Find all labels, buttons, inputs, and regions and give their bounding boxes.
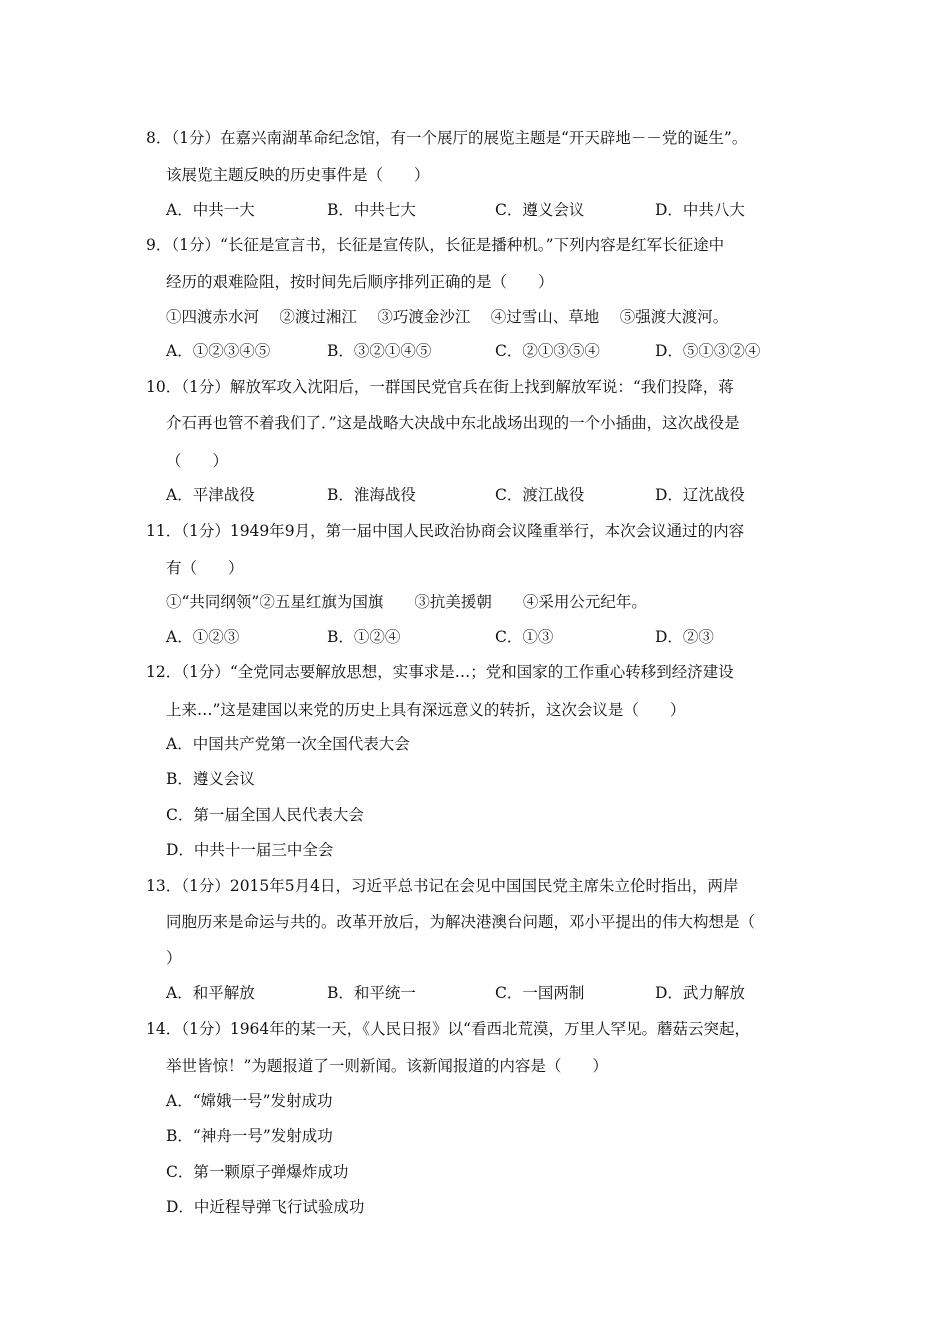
question-13-option-d: D．武力解放 bbox=[655, 984, 745, 1002]
question-11-items: ①“共同纲领”②五星红旗为国旗 ③抗美援朝 ④采用公元纪年。 bbox=[166, 593, 647, 611]
question-8-stem: 8．（1分）在嘉兴南湖革命纪念馆，有一个展厅的展览主题是“开天辟地－－党的诞生”。 bbox=[146, 129, 748, 147]
question-12-option-d: D．中共十一届三中全会 bbox=[166, 841, 334, 859]
question-14-option-a: A．“嫦娥一号”发射成功 bbox=[166, 1092, 333, 1110]
question-10-stem: 介石再也管不着我们了．”这是战略大决战中东北战场出现的一个小插曲，这次战役是 bbox=[166, 414, 740, 432]
question-8-option-c: C．遵义会议 bbox=[495, 201, 585, 219]
question-10-stem: 10．（1分）解放军攻入沈阳后，一群国民党官兵在街上找到解放军说：“我们投降，蒋 bbox=[146, 378, 734, 396]
question-11-option-c: C．①③ bbox=[495, 628, 554, 646]
question-14-stem: 14．（1分）1964年的某一天，《人民日报》以“看西北荒漠，万里人罕见。蘑菇云突起， bbox=[146, 1020, 750, 1038]
question-10-stem: （ ） bbox=[166, 452, 229, 470]
question-9-option-b: B．③②①④⑤ bbox=[327, 342, 432, 360]
question-10-option-a: A．平津战役 bbox=[166, 486, 255, 504]
question-8-stem: 该展览主题反映的历史事件是（ ） bbox=[166, 166, 430, 184]
question-14-option-c: C．第一颗原子弹爆炸成功 bbox=[166, 1163, 349, 1181]
question-9-option-c: C．②①③⑤④ bbox=[495, 342, 600, 360]
question-12-stem: 上来…”这是建国以来党的历史上具有深远意义的转折，这次会议是（ ） bbox=[166, 701, 686, 719]
question-14-option-b: B．“神舟一号”发射成功 bbox=[166, 1127, 333, 1145]
question-13-stem: 13．（1分）2015年5月4日，习近平总书记在会见中国国民党主席朱立伦时指出，两岸 bbox=[146, 877, 739, 895]
question-14-stem: 举世皆惊！”为题报道了一则新闻。该新闻报道的内容是（ ） bbox=[166, 1057, 608, 1075]
question-11-stem: 11．（1分）1949年9月，第一届中国人民政治协商会议隆重举行，本次会议通过的内容 bbox=[146, 522, 745, 540]
question-9-stem: 经历的艰难险阻，按时间先后顺序排列正确的是（ ） bbox=[166, 273, 554, 291]
question-11-option-a: A．①②③ bbox=[166, 628, 240, 646]
question-9-items: ①四渡赤水河 ②渡过湘江 ③巧渡金沙江 ④过雪山、草地 ⑤强渡大渡河。 bbox=[166, 308, 729, 326]
question-14-option-d: D．中近程导弹飞行试验成功 bbox=[166, 1198, 365, 1216]
question-13-stem: 同胞历来是命运与共的。改革开放后，为解决港澳台问题，邓小平提出的伟大构想是（ bbox=[166, 913, 756, 931]
question-10-option-d: D．辽沈战役 bbox=[655, 486, 745, 504]
question-13-option-b: B．和平统一 bbox=[327, 984, 416, 1002]
question-13-stem: ） bbox=[166, 949, 182, 967]
question-9-stem: 9．（1分）“长征是宣言书，长征是宣传队，长征是播种机。”下列内容是红军长征途中 bbox=[146, 236, 725, 254]
question-8-option-a: A．中共一大 bbox=[166, 201, 255, 219]
question-11-option-b: B．①②④ bbox=[327, 628, 401, 646]
question-8-option-b: B．中共七大 bbox=[327, 201, 416, 219]
question-13-option-c: C．一国两制 bbox=[495, 984, 585, 1002]
question-11-stem: 有（ ） bbox=[166, 559, 244, 577]
question-9-option-a: A．①②③④⑤ bbox=[166, 342, 271, 360]
question-12-option-b: B．遵义会议 bbox=[166, 770, 255, 788]
question-10-option-c: C．渡江战役 bbox=[495, 486, 585, 504]
question-10-option-b: B．淮海战役 bbox=[327, 486, 416, 504]
question-13-option-a: A．和平解放 bbox=[166, 984, 255, 1002]
question-9-option-d: D．⑤①③②④ bbox=[655, 342, 761, 360]
question-12-option-c: C．第一届全国人民代表大会 bbox=[166, 806, 364, 824]
question-12-option-a: A．中国共产党第一次全国代表大会 bbox=[166, 735, 410, 753]
question-8-option-d: D．中共八大 bbox=[655, 201, 745, 219]
question-12-stem: 12．（1分）“全党同志要解放思想，实事求是…；党和国家的工作重心转移到经济建设 bbox=[146, 663, 734, 681]
question-11-option-d: D．②③ bbox=[655, 628, 714, 646]
